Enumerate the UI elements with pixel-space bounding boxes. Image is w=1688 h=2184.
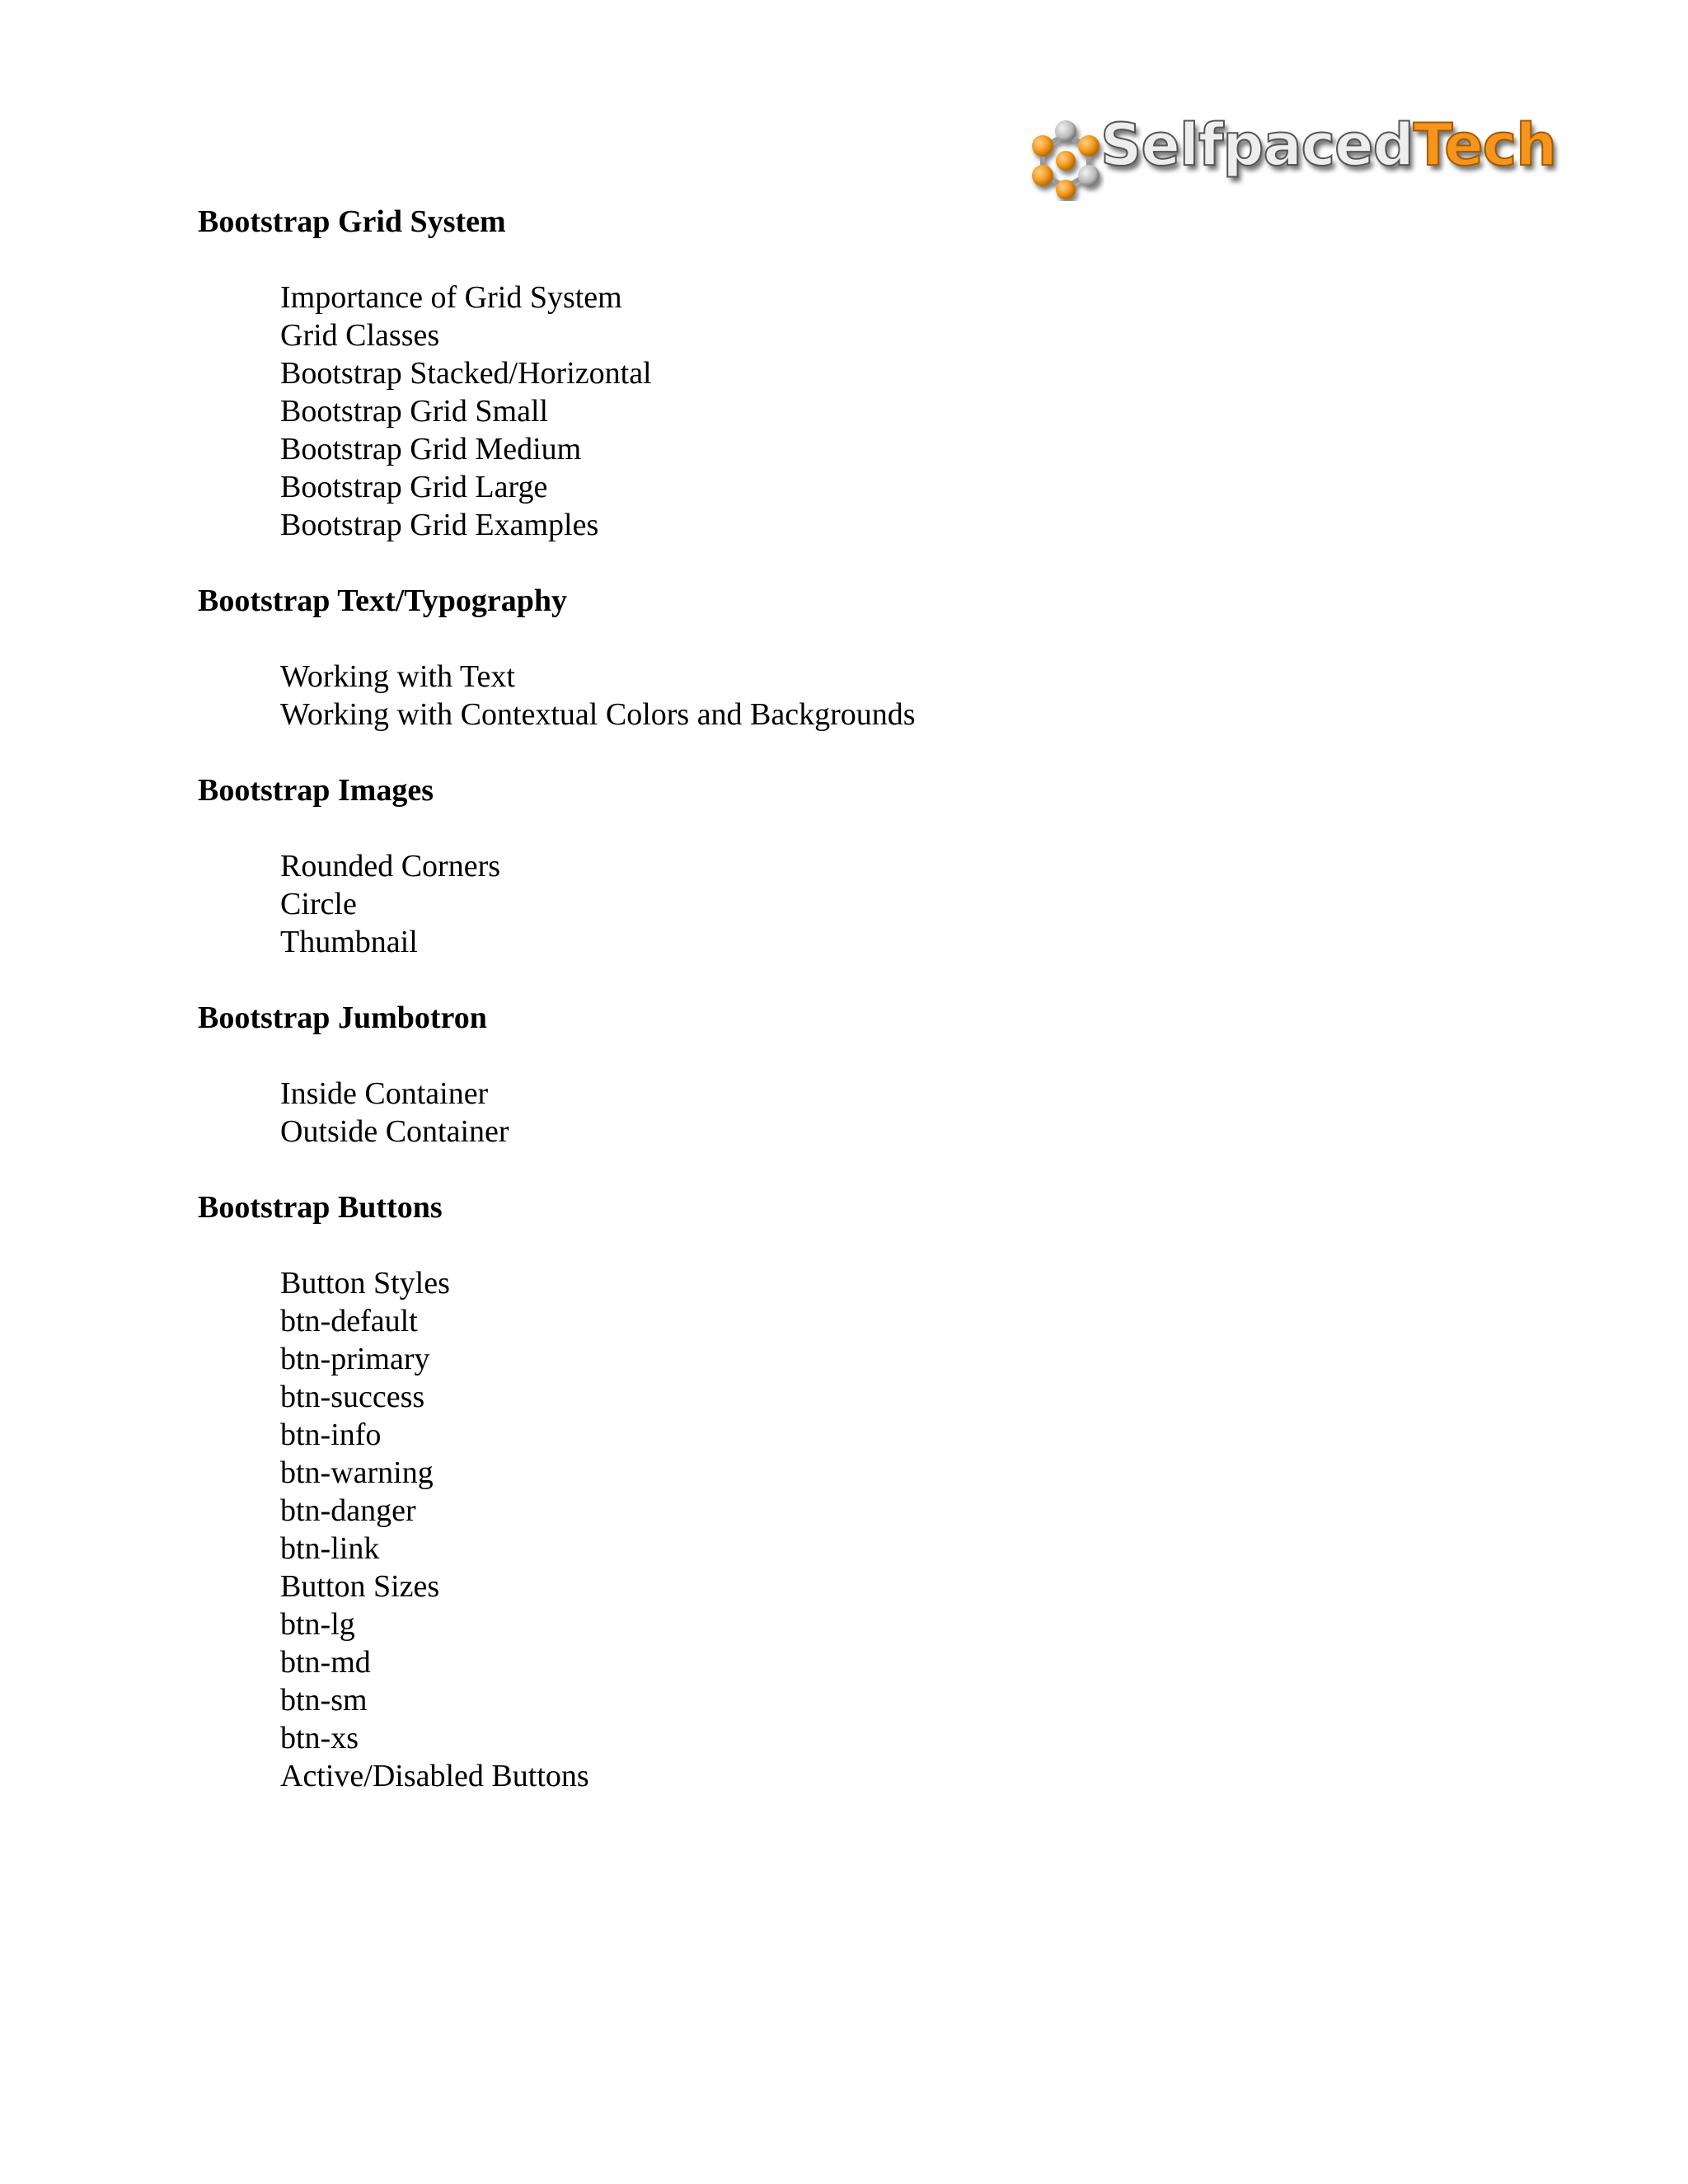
topic-item: Bootstrap Grid Large <box>280 470 548 504</box>
topic-item: Working with Contextual Colors and Backgrounds <box>280 697 916 732</box>
topic-item: Active/Disabled Buttons <box>280 1759 589 1793</box>
topic-item: btn-info <box>280 1418 382 1452</box>
section-title: Bootstrap Grid System <box>198 204 506 239</box>
topic-item: btn-md <box>280 1645 371 1680</box>
topic-item: Bootstrap Grid Small <box>280 394 549 429</box>
topic-list <box>280 658 1517 733</box>
section-title: Bootstrap Jumbotron <box>198 1001 487 1035</box>
topic-list <box>280 279 1517 544</box>
course-outline <box>198 203 1517 1833</box>
topic-item: btn-sm <box>280 1683 368 1718</box>
topic-item: Circle <box>280 887 357 921</box>
topic-item: btn-lg <box>280 1607 355 1642</box>
topic-list <box>280 847 1517 961</box>
topic-item: Bootstrap Stacked/Horizontal <box>280 356 652 391</box>
topic-item: btn-warning <box>280 1455 434 1490</box>
topic-item: Button Sizes <box>280 1569 440 1604</box>
section-images <box>198 771 1517 961</box>
topic-item: Rounded Corners <box>280 849 501 883</box>
topic-item: Grid Classes <box>280 318 440 353</box>
logo-hexagon-icon <box>1026 115 1104 201</box>
topic-item: btn-success <box>280 1380 425 1414</box>
topic-item: Outside Container <box>280 1114 509 1149</box>
topic-item: Bootstrap Grid Medium <box>280 432 582 466</box>
section-title: Bootstrap Buttons <box>198 1190 443 1225</box>
topic-item: Bootstrap Grid Examples <box>280 508 599 542</box>
section-jumbotron <box>198 999 1517 1151</box>
section-title: Bootstrap Images <box>198 773 434 808</box>
logo-wordmark <box>1100 111 1557 179</box>
topic-item: Thumbnail <box>280 925 418 959</box>
topic-item: btn-danger <box>280 1493 416 1528</box>
logo-text-selfpaced: Selfpaced <box>1100 111 1414 179</box>
section-typography <box>198 582 1517 733</box>
topic-list <box>280 1075 1517 1151</box>
logo-text-tech: Tech <box>1413 111 1557 179</box>
topic-item: Button Styles <box>280 1266 450 1301</box>
topic-list <box>280 1264 1517 1795</box>
selfpacedtech-logo <box>1026 111 1557 206</box>
topic-item: Working with Text <box>280 659 515 694</box>
topic-item: btn-primary <box>280 1342 430 1376</box>
section-grid-system <box>198 203 1517 544</box>
topic-item: btn-default <box>280 1304 418 1338</box>
topic-item: Inside Container <box>280 1076 489 1111</box>
topic-item: btn-link <box>280 1531 380 1566</box>
section-buttons <box>198 1188 1517 1795</box>
section-title: Bootstrap Text/Typography <box>198 583 567 618</box>
topic-item: Importance of Grid System <box>280 280 622 315</box>
topic-item: btn-xs <box>280 1721 359 1755</box>
